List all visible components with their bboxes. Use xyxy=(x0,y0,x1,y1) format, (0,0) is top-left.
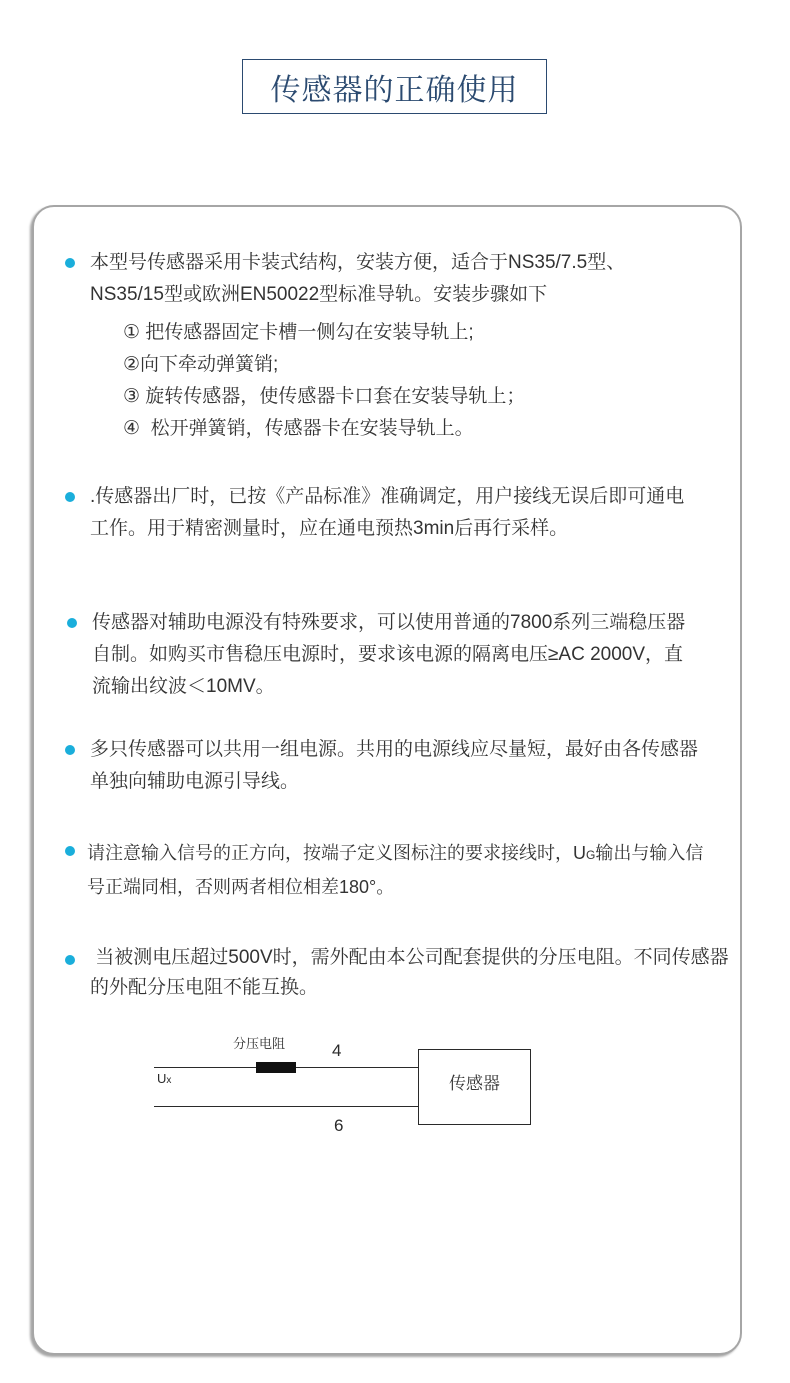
mounting-step: ④ 松开弹簧销，传感器卡在安装导轨上。 xyxy=(123,418,474,439)
instruction-text: 请注意输入信号的正方向，按端子定义图标注的要求接线时， xyxy=(87,843,573,863)
mounting-step: ③ 旋转传感器，使传感器卡口套在安装导轨上； xyxy=(123,386,526,407)
instruction-item-signal-direction xyxy=(87,837,703,903)
input-voltage-label xyxy=(157,1071,171,1086)
bullet-dot xyxy=(67,618,77,628)
input-voltage-subscript: x xyxy=(166,1075,172,1086)
instruction-line: 自制。如购买市售稳压电源时，要求该电源的隔离电压≥AC 2000V，直 xyxy=(92,644,684,665)
mounting-steps xyxy=(123,317,525,445)
instruction-line: 多只传感器可以共用一组电源。共用的电源线应尽量短，最好由各传感器 xyxy=(90,739,699,760)
instruction-line: .传感器出厂时，已按《产品标准》准确调定，用户接线无误后即可通电 xyxy=(90,486,685,507)
instruction-item-calibration xyxy=(90,481,684,545)
sensor-label: 传感器 xyxy=(449,1074,500,1093)
instruction-line: 当被测电压超过500V时，需外配由本公司配套提供的分压电阻。不同传感器 xyxy=(90,947,729,968)
resistor-label: 分压电阻 xyxy=(233,1036,286,1051)
instruction-line: NS35/15型或欧洲EN50022型标准导轨。安装步骤如下 xyxy=(90,284,548,305)
input-voltage-symbol: U xyxy=(157,1071,167,1086)
sensor-box xyxy=(418,1049,531,1125)
instruction-line: 传感器对辅助电源没有特殊要求，可以使用普通的7800系列三端稳压器 xyxy=(92,612,686,633)
bullet-dot xyxy=(65,745,75,755)
instruction-item-divider-resistor xyxy=(90,943,729,1003)
instruction-line xyxy=(87,837,703,871)
instruction-line: 的外配分压电阻不能互换。 xyxy=(90,977,319,998)
page-title: 传感器的正确使用 xyxy=(270,73,519,107)
title-box xyxy=(242,59,547,114)
bullet-dot xyxy=(65,846,75,856)
instruction-text: 输出与输入信 xyxy=(595,843,704,863)
terminal-bottom-label: 6 xyxy=(334,1116,344,1135)
signal-subscript: G xyxy=(586,848,596,862)
wire-bottom xyxy=(154,1106,418,1107)
instruction-line: 本型号传感器采用卡装式结构，安装方便，适合于NS35/7.5型、 xyxy=(90,252,626,273)
instruction-line: 流输出纹波＜10MV。 xyxy=(92,676,275,697)
mounting-step: ① 把传感器固定卡槽一侧勾在安装导轨上; xyxy=(123,322,474,343)
signal-symbol: U xyxy=(573,843,586,863)
resistor-symbol xyxy=(256,1062,296,1073)
bullet-dot xyxy=(65,258,75,268)
instruction-line: 单独向辅助电源引导线。 xyxy=(90,771,300,792)
terminal-top-label: 4 xyxy=(332,1041,342,1060)
instructions-card xyxy=(32,205,742,1355)
bullet-dot xyxy=(65,492,75,502)
instruction-line: 工作。用于精密测量时，应在通电预热3min后再行采样。 xyxy=(90,518,569,539)
mounting-step: ②向下牵动弹簧销; xyxy=(123,354,279,375)
instruction-item-shared-supply xyxy=(90,734,698,798)
instruction-item-power-supply xyxy=(92,607,685,703)
instruction-line: 号正端同相，否则两者相位相差180°。 xyxy=(87,877,395,897)
instruction-item-mounting xyxy=(90,247,625,311)
bullet-dot xyxy=(65,955,75,965)
